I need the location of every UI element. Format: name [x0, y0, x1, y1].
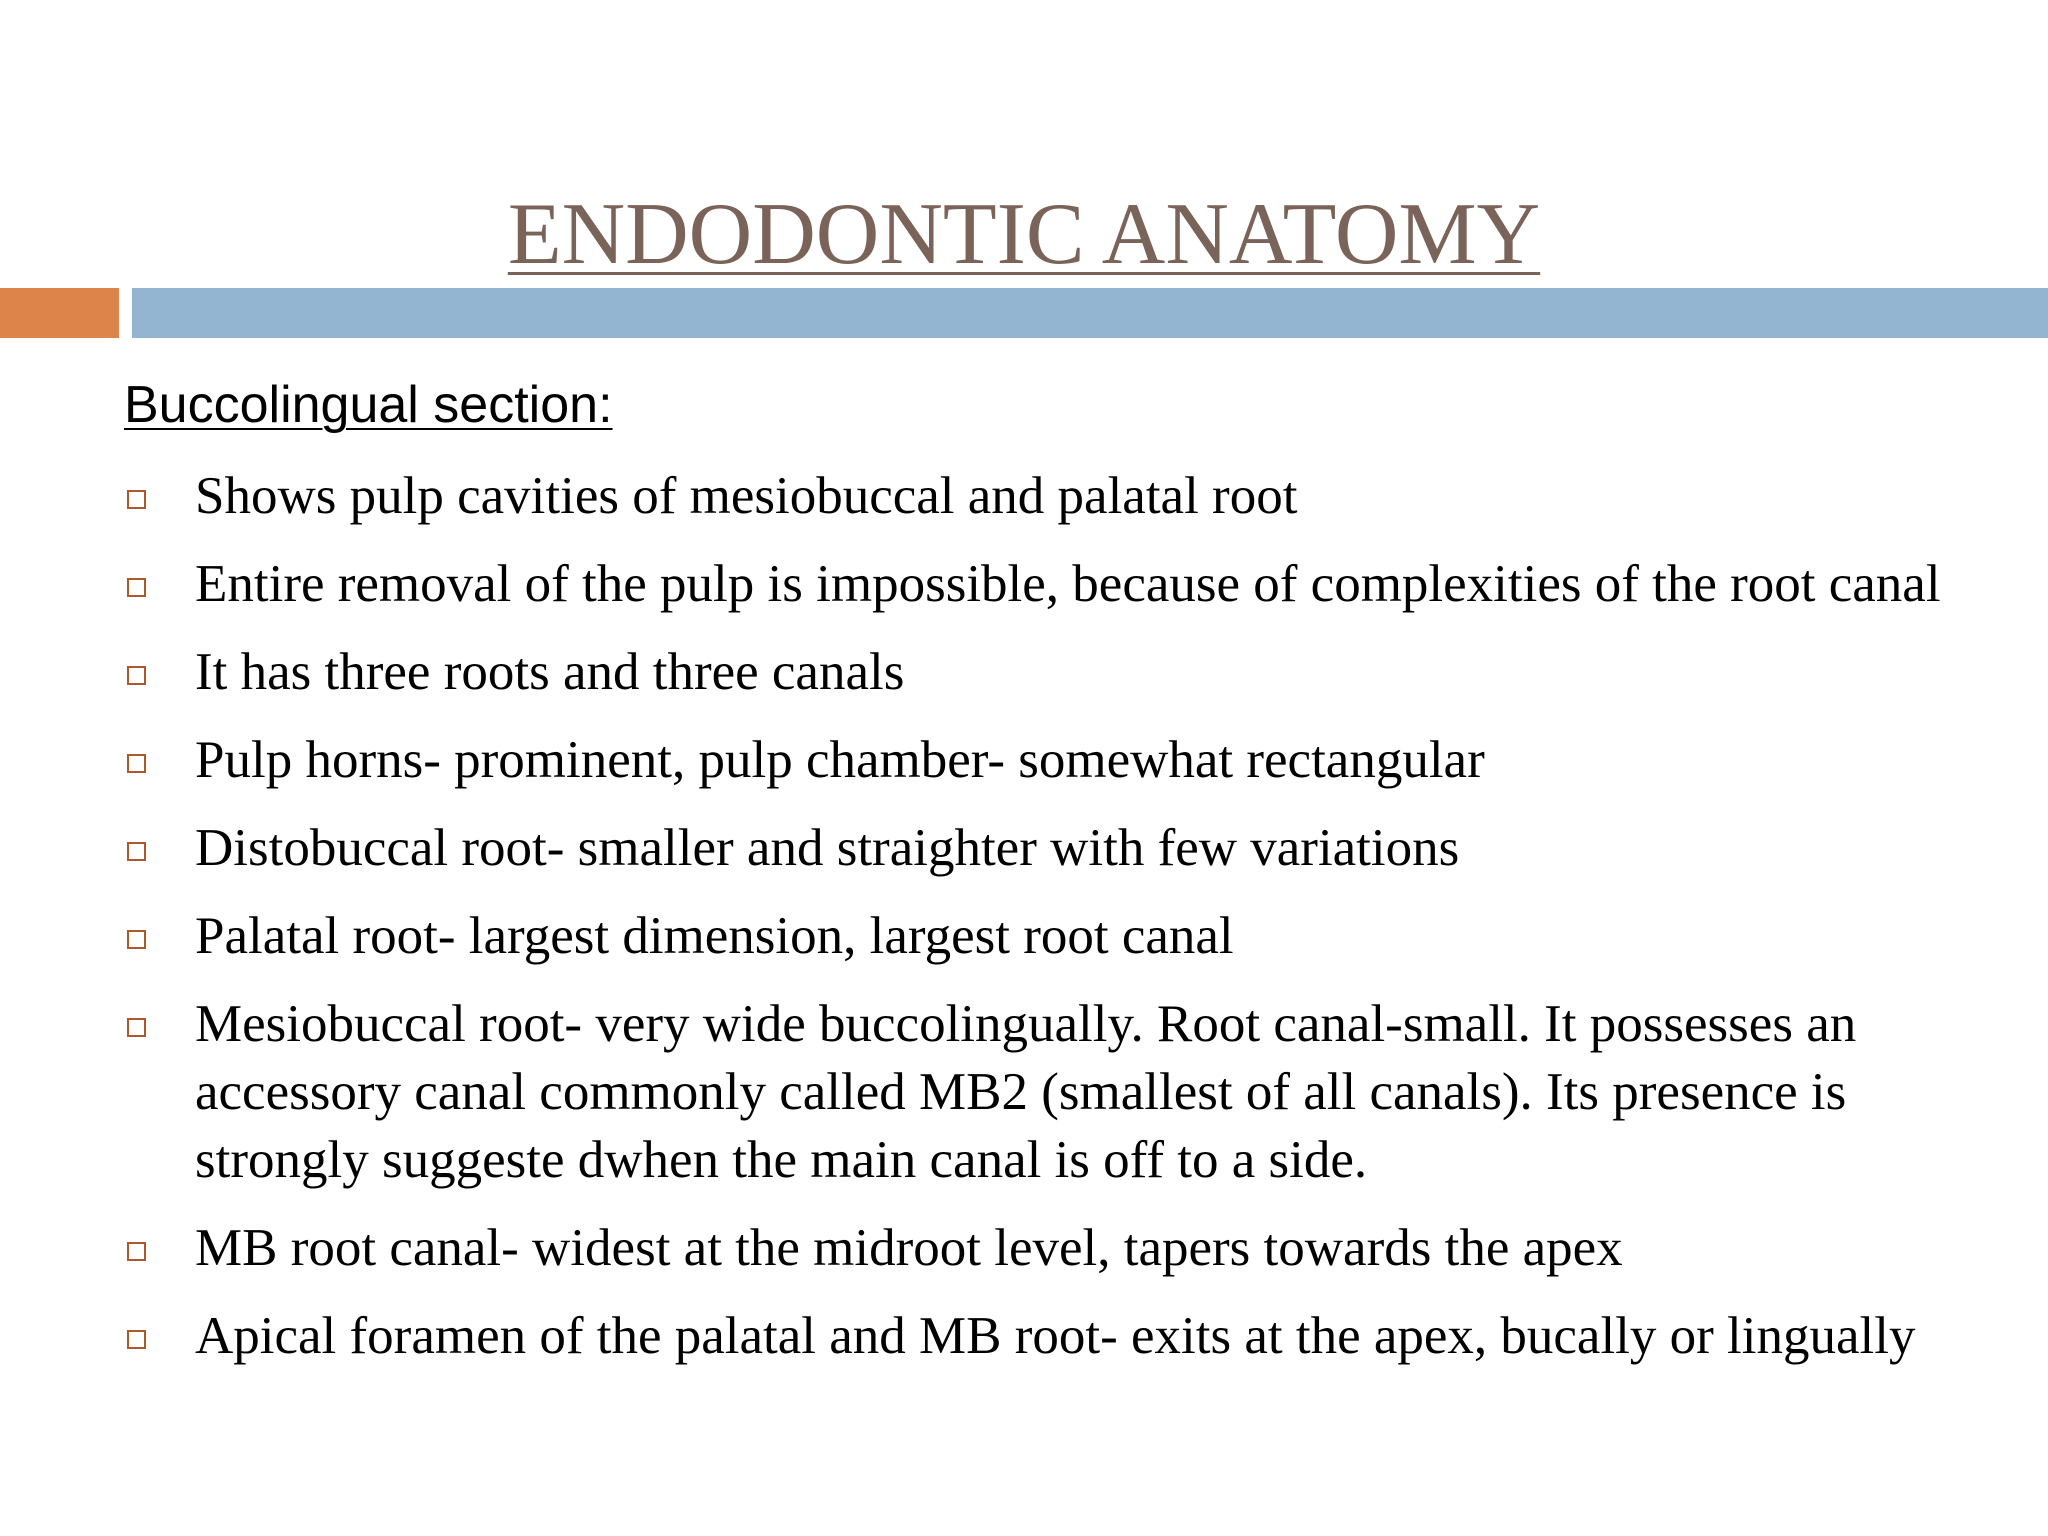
bullet-item — [124, 726, 1984, 794]
bullet-text: Mesiobuccal root- very wide buccolingually. Root canal-small. It possesses an accessory canal commonly called MB2 (smallest of all canals). Its presence is strongly suggeste dwhen the main canal is off to a side. — [195, 995, 1857, 1189]
square-bullet-icon — [127, 754, 146, 773]
bullet-item — [124, 990, 1984, 1194]
section-subheading: Buccolingual section: — [124, 376, 613, 434]
bullet-item — [124, 814, 1984, 882]
slide-title-text: ENDODONTIC ANATOMY — [507, 186, 1541, 283]
bullet-text: Entire removal of the pulp is impossible, because of complexities of the root canal — [195, 555, 1941, 613]
bullet-text: Shows pulp cavities of mesiobuccal and palatal root — [195, 467, 1298, 525]
bullet-text: Apical foramen of the palatal and MB root- exits at the apex, bucally or lingually — [195, 1307, 1916, 1365]
bullet-item — [124, 902, 1984, 970]
bullet-text: Palatal root- largest dimension, largest root canal — [195, 907, 1234, 965]
bullet-item — [124, 462, 1984, 530]
square-bullet-icon — [127, 578, 146, 597]
accent-bar-orange — [0, 288, 119, 338]
slide-title — [0, 185, 2048, 285]
square-bullet-icon — [127, 490, 146, 509]
bullet-text: It has three roots and three canals — [195, 643, 905, 701]
accent-bar-blue — [132, 288, 2048, 338]
bullet-item — [124, 1214, 1984, 1282]
square-bullet-icon — [127, 1242, 146, 1261]
bullet-item — [124, 1302, 1984, 1370]
bullet-text: Pulp horns- prominent, pulp chamber- somewhat rectangular — [195, 731, 1485, 789]
bullet-item — [124, 550, 1984, 618]
square-bullet-icon — [127, 930, 146, 949]
bullet-list — [124, 462, 1984, 1390]
bullet-text: Distobuccal root- smaller and straighter with few variations — [195, 819, 1460, 877]
square-bullet-icon — [127, 1018, 146, 1037]
square-bullet-icon — [127, 666, 146, 685]
bullet-item — [124, 638, 1984, 706]
bullet-text: MB root canal- widest at the midroot level, tapers towards the apex — [195, 1219, 1623, 1277]
square-bullet-icon — [127, 1330, 146, 1349]
square-bullet-icon — [127, 842, 146, 861]
